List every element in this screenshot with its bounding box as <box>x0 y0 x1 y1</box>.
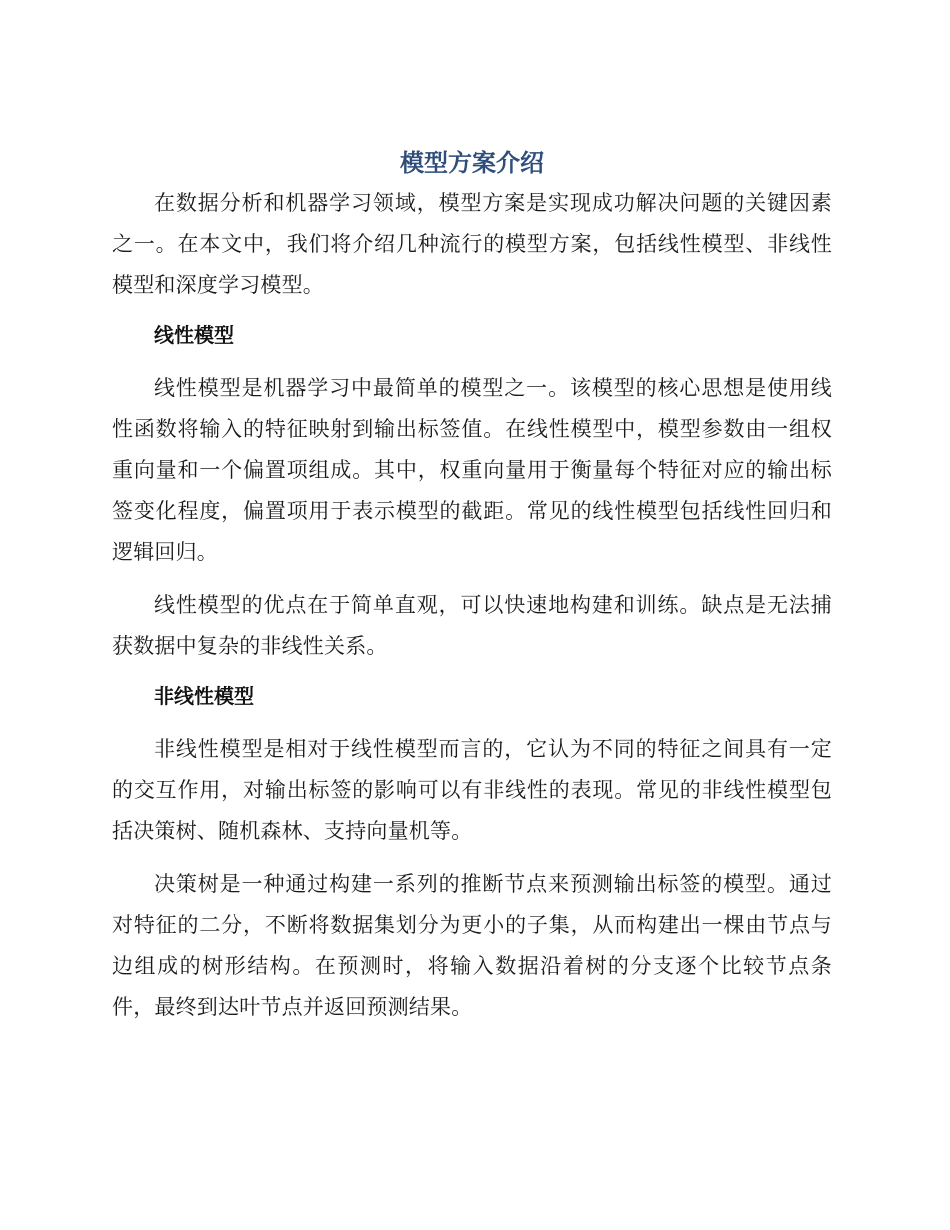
nonlinear-paragraph-2: 决策树是一种通过构建一系列的推断节点来预测输出标签的模型。通过对特征的二分，不断将数据集划分为更小的子集，从而构建出一棵由节点与边组成的树形结构。在预测时，将输入数据沿着树的分支逐个比较节点条件，最终到达叶节点并返回预测结果。 <box>112 872 832 1019</box>
section-nonlinear-models <box>112 679 832 1028</box>
document-body <box>112 145 832 1040</box>
document-title: 模型方案介绍 <box>400 149 544 177</box>
linear-paragraph-1: 线性模型是机器学习中最简单的模型之一。该模型的核心思想是使用线性函数将输入的特征映射到输出标签值。在线性模型中，模型参数由一组权重向量和一个偏置项组成。其中，权重向量用于衡量每个特征对应的输出标签变化程度，偏置项用于表示模型的截距。常见的线性模型包括线性回归和逻辑回归。 <box>112 376 832 564</box>
section-heading-linear: 线性模型 <box>154 323 234 347</box>
nonlinear-paragraph-1: 非线性模型是相对于线性模型而言的，它认为不同的特征之间具有一定的交互作用，对输出标签的影响可以有非线性的表现。常见的非线性模型包括决策树、随机森林、支持向量机等。 <box>112 737 832 843</box>
linear-paragraph-2: 线性模型的优点在于简单直观，可以快速地构建和训练。缺点是无法捕获数据中复杂的非线性关系。 <box>112 593 832 658</box>
section-linear-models <box>112 318 832 667</box>
intro-paragraph: 在数据分析和机器学习领域，模型方案是实现成功解决问题的关键因素之一。在本文中，我们将介绍几种流行的模型方案，包括线性模型、非线性模型和深度学习模型。 <box>112 191 832 297</box>
section-heading-nonlinear: 非线性模型 <box>154 684 254 708</box>
